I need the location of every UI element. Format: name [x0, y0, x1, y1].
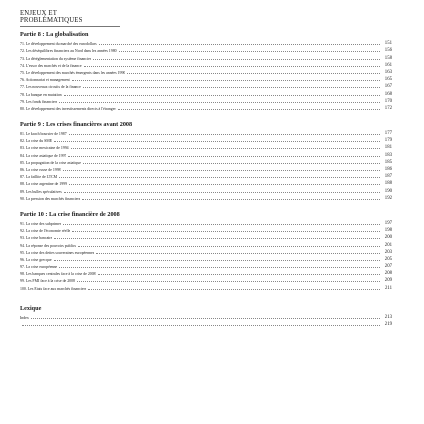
toc-entry-page: 207	[384, 264, 392, 270]
toc-entry	[20, 172, 392, 179]
toc-entry-page: 177	[384, 131, 392, 137]
part-section	[20, 31, 392, 111]
toc-entry-title: 87. La faillite de LTCM	[20, 175, 58, 180]
toc-entry-page: 203	[384, 249, 392, 255]
toc-entry-page: 181	[384, 145, 392, 151]
toc-entry-title: 84. La crise asiatique de 1997	[20, 153, 67, 158]
toc-entry	[20, 240, 392, 247]
toc-entry-title: 77. Les nouveaux circuits de la finance	[20, 85, 81, 90]
toc-entry-page: 209	[384, 278, 392, 284]
dot-leader	[59, 267, 380, 268]
toc-entry-title: 93. La crise bancaire	[20, 236, 53, 241]
dot-leader	[69, 184, 380, 185]
toc-entry	[20, 61, 392, 68]
annex-section	[20, 305, 392, 327]
toc-entry-title: 82. La crise du SME	[20, 139, 53, 144]
dot-leader	[78, 246, 380, 247]
toc-entry-page: 151	[384, 41, 392, 47]
part-title: Partie 8 : La globalisation	[20, 31, 89, 38]
dot-leader	[72, 231, 380, 232]
toc-entry-title: 79. Les fonds financiers	[20, 99, 58, 104]
toc-entry-title: 76. Actionnariat et management	[20, 78, 70, 83]
toc-entry	[20, 255, 392, 262]
dot-leader	[31, 318, 380, 319]
dot-leader	[93, 59, 380, 60]
toc-entry-title: 100. Les États face aux marchés financiers	[20, 286, 87, 291]
dot-leader	[59, 102, 380, 103]
toc-entry-page: 163	[384, 69, 392, 75]
toc-entry-title: 97. La crise européenne	[20, 265, 58, 270]
dot-leader	[72, 80, 380, 81]
toc-entry-page: 170	[384, 98, 392, 104]
dot-leader	[54, 260, 380, 261]
toc-entry-page: 172	[384, 105, 392, 111]
dot-leader	[54, 238, 380, 239]
toc-entry-page: 200	[384, 235, 392, 241]
toc-entry-page: 190	[384, 188, 392, 194]
toc-entry-page: 185	[384, 159, 392, 165]
dot-leader	[88, 289, 380, 290]
toc-entry-page: 211	[384, 285, 392, 291]
toc-entry	[20, 313, 392, 320]
toc-entry-page: 198	[384, 228, 392, 234]
toc-entry	[20, 186, 392, 193]
part-section	[20, 211, 392, 291]
toc-entry-title: 86. La crise russe de 1998	[20, 168, 61, 172]
part-title: Partie 10 : La crise financière de 2008	[20, 210, 120, 218]
toc-entry-title: 99. Les FMI face à la crise de 2008	[20, 279, 75, 284]
dot-leader	[98, 274, 380, 275]
toc-entry	[20, 129, 392, 136]
toc-entry-title: 72. Les déséquilibres financiers au Nord dans les années 1980	[20, 49, 117, 54]
dot-leader	[82, 199, 380, 200]
toc-entry-title: 78. La banque en mutation	[20, 92, 62, 97]
toc-entry	[20, 226, 392, 233]
toc-entry-title: 89. Les bulles spéculatives	[20, 189, 62, 194]
toc-entry-title: 90. La pression des marchés financiers	[20, 196, 81, 201]
toc-entry-title: 91. La crise des subprimes	[20, 221, 62, 226]
toc-entry	[20, 262, 392, 269]
dot-leader	[96, 253, 380, 254]
toc-entry-page: 156	[384, 48, 392, 54]
toc-entry	[20, 53, 392, 60]
toc-entry-title: 73. La déréglementation du système financier	[20, 56, 92, 61]
toc-entry-page: 179	[384, 138, 392, 144]
toc-entry-title: 96. La crise grecque	[20, 257, 52, 262]
toc-entry-title: 98. Les banques centrales face à la crise de 2008	[20, 272, 96, 277]
toc-entry	[20, 104, 392, 111]
dot-leader	[22, 325, 380, 326]
toc-entry	[20, 82, 392, 89]
part-section	[20, 121, 392, 201]
toc-entry-page: 168	[384, 91, 392, 97]
dot-leader	[83, 87, 380, 88]
toc-entry-title: 95. La crise des dettes souveraines européennes	[20, 250, 95, 255]
toc-entry	[20, 97, 392, 104]
toc-entry	[20, 233, 392, 240]
parts-list	[20, 31, 392, 291]
toc-entry-page: 186	[384, 167, 392, 172]
toc-entry	[20, 75, 392, 82]
toc-entry-title: 83. La crise mexicaine de 1994	[20, 146, 69, 151]
toc-entry	[20, 158, 392, 165]
toc-entry	[20, 248, 392, 255]
toc-entry	[20, 194, 392, 201]
toc-entry-page: 192	[384, 195, 392, 201]
toc-entry-page: 167	[384, 84, 392, 90]
toc-entry-title: 81. Le krach boursier de 1987	[20, 132, 67, 137]
table-of-contents	[20, 10, 392, 327]
annex-title: Lexique	[20, 304, 42, 312]
dot-leader	[59, 177, 380, 178]
toc-entry	[20, 150, 392, 157]
toc-entry-page: 187	[384, 174, 392, 180]
toc-entry-page: 161	[384, 62, 392, 68]
running-header: ENJEUX ET PROBLÉMATIQUES	[20, 10, 120, 27]
toc-entry	[20, 320, 392, 327]
dot-leader	[84, 66, 380, 67]
toc-entry	[20, 46, 392, 53]
toc-entry-page: 197	[384, 220, 392, 226]
toc-entry-page: 219	[384, 322, 392, 327]
toc-entry-title: 80. Le développement des investissements directs à l'étranger	[20, 106, 116, 111]
toc-entry	[20, 276, 392, 283]
dot-leader	[63, 170, 380, 171]
toc-entry-page: 205	[384, 256, 392, 262]
toc-entry-page: 188	[384, 181, 392, 187]
dot-leader	[54, 141, 380, 142]
toc-entry	[20, 269, 392, 276]
toc-entry	[20, 39, 392, 46]
dot-leader	[83, 163, 380, 164]
toc-entry	[20, 165, 392, 172]
dot-leader	[127, 73, 380, 74]
toc-entry	[20, 68, 392, 75]
toc-entry-page: 213	[384, 314, 392, 320]
dot-leader	[64, 192, 380, 193]
toc-entry	[20, 136, 392, 143]
dot-leader	[63, 224, 380, 225]
dot-leader	[68, 156, 380, 157]
dot-leader	[71, 148, 380, 149]
toc-entry-title: 75. Le développement des marchés émergents dans les années 1990	[20, 70, 126, 75]
toc-entry-page: 158	[384, 55, 392, 61]
toc-entry-page: 208	[384, 271, 392, 277]
toc-entry-page: 183	[384, 152, 392, 158]
dot-leader	[77, 281, 380, 282]
dot-leader	[64, 95, 380, 96]
toc-entry	[20, 283, 392, 290]
toc-entry-title: 92. La crise de l'économie réelle	[20, 229, 71, 234]
toc-entry	[20, 143, 392, 150]
dot-leader	[118, 109, 380, 110]
toc-entry	[20, 219, 392, 226]
part-title: Partie 9 : Les crises financières avant 2008	[20, 120, 133, 128]
toc-entry	[20, 179, 392, 186]
toc-entry-title: 85. La propagation de la crise asiatique	[20, 160, 82, 165]
toc-entry-title: 74. L'essor des marchés et de la finance	[20, 63, 82, 68]
toc-entry-title: Index	[20, 315, 29, 320]
dot-leader	[99, 44, 380, 45]
toc-entry-title: 94. La réponse des pouvoirs publics	[20, 243, 76, 248]
toc-entry-title: 71. Le développement du marché des eurodollars	[20, 42, 97, 47]
dot-leader	[119, 51, 380, 52]
toc-entry-title: 88. La crise argentine de 1999	[20, 182, 68, 187]
toc-entry-page: 165	[384, 77, 392, 83]
annex-entries	[20, 313, 392, 327]
toc-entry	[20, 89, 392, 96]
toc-entry-page: 201	[384, 242, 392, 248]
dot-leader	[69, 134, 380, 135]
